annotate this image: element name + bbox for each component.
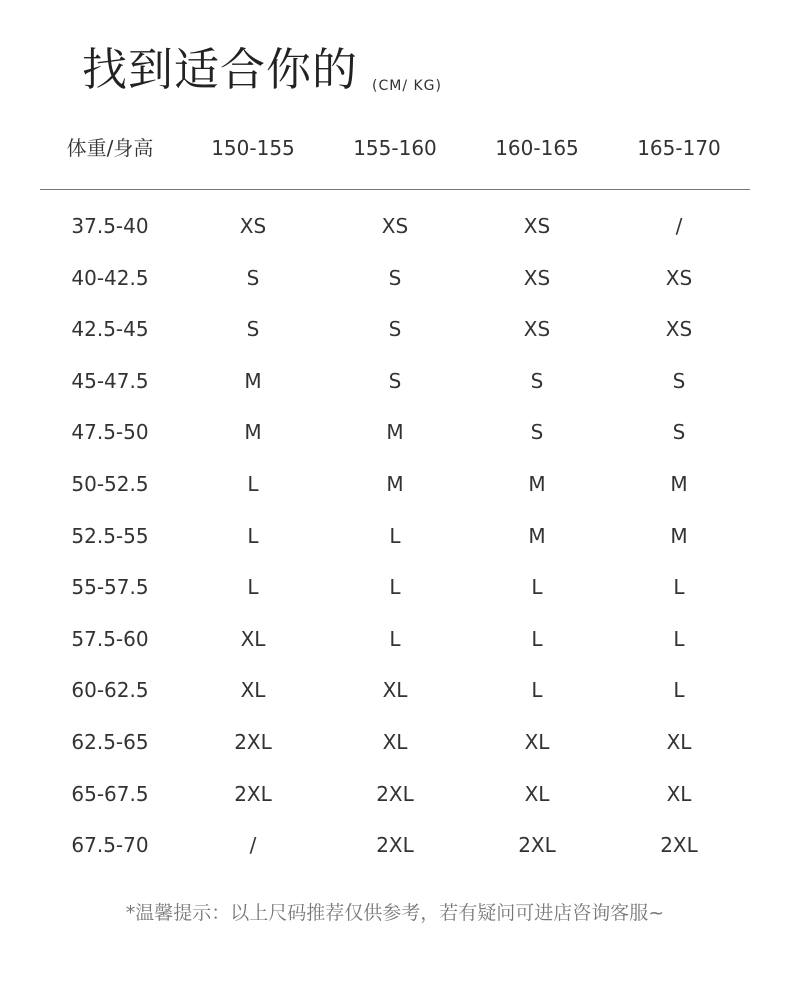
size-cell: XS: [523, 317, 551, 342]
table-row: [40, 670, 750, 722]
size-cell: 2XL: [376, 833, 414, 858]
table-row: [40, 206, 750, 258]
table-row: [40, 361, 750, 413]
size-cell: /: [249, 833, 257, 858]
table-row: [40, 774, 750, 826]
size-cell: M: [528, 471, 546, 496]
table-row: [40, 516, 750, 568]
size-cell: XL: [240, 678, 266, 703]
size-cell: L: [389, 575, 401, 600]
size-cell: M: [528, 523, 546, 548]
table-row: [40, 412, 750, 464]
size-cell: 2XL: [234, 781, 272, 806]
weight-cell: 52.5-55: [71, 523, 149, 548]
header-height-150-155: 150-155: [211, 136, 295, 160]
size-cell: 2XL: [518, 833, 556, 858]
size-cell: 2XL: [376, 781, 414, 806]
table-row: [40, 258, 750, 310]
table-row: [40, 567, 750, 619]
weight-cell: 37.5-40: [71, 214, 149, 238]
header-height-165-170: 165-170: [637, 136, 721, 160]
size-cell: S: [530, 420, 544, 445]
size-cell: S: [530, 368, 544, 393]
size-cell: L: [389, 626, 401, 651]
weight-cell: 45-47.5: [71, 368, 149, 393]
size-cell: M: [670, 523, 688, 548]
header-weight-height: 体重/身高: [66, 136, 154, 160]
size-cell: M: [386, 471, 404, 496]
size-cell: L: [673, 575, 685, 600]
weight-cell: 65-67.5: [71, 781, 149, 806]
unit-label: (CM/ KG): [372, 78, 442, 94]
size-table-body: [40, 206, 750, 877]
size-cell: XS: [665, 317, 693, 342]
weight-cell: 47.5-50: [71, 420, 149, 445]
size-cell: M: [244, 420, 262, 445]
size-cell: S: [388, 317, 402, 342]
weight-cell: 50-52.5: [71, 471, 149, 496]
size-cell: XS: [239, 214, 267, 238]
size-cell: S: [672, 420, 686, 445]
table-row: [40, 309, 750, 361]
weight-cell: 57.5-60: [71, 626, 149, 651]
size-cell: M: [386, 420, 404, 445]
weight-cell: 62.5-65: [71, 729, 149, 754]
page-title: 找到适合你的: [82, 43, 359, 96]
size-cell: XL: [240, 626, 266, 651]
table-row: [40, 722, 750, 774]
table-row: [40, 825, 750, 877]
size-cell: XS: [523, 265, 551, 290]
size-cell: L: [247, 523, 259, 548]
size-cell: L: [389, 523, 401, 548]
weight-cell: 40-42.5: [71, 265, 149, 290]
size-cell: M: [670, 471, 688, 496]
footer-tip: *温馨提示：以上尺码推荐仅供参考，若有疑问可进店咨询客服~: [125, 902, 665, 924]
header-height-155-160: 155-160: [353, 136, 437, 160]
size-cell: M: [244, 368, 262, 393]
weight-cell: 60-62.5: [71, 678, 149, 703]
size-cell: XL: [666, 781, 692, 806]
size-cell: XL: [666, 729, 692, 754]
header-divider: [40, 189, 750, 190]
size-cell: XL: [382, 729, 408, 754]
table-header: [40, 128, 750, 168]
size-cell: 2XL: [234, 729, 272, 754]
size-cell: L: [531, 626, 543, 651]
size-cell: L: [531, 575, 543, 600]
size-cell: S: [672, 368, 686, 393]
weight-cell: 67.5-70: [71, 833, 149, 858]
table-row: [40, 619, 750, 671]
title-block: [82, 40, 442, 100]
size-cell: 2XL: [660, 833, 698, 858]
size-cell: /: [675, 214, 683, 238]
size-cell: L: [673, 678, 685, 703]
weight-cell: 42.5-45: [71, 317, 149, 342]
weight-cell: 55-57.5: [71, 575, 149, 600]
size-cell: XS: [381, 214, 409, 238]
size-cell: XS: [523, 214, 551, 238]
size-cell: L: [247, 471, 259, 496]
size-cell: L: [673, 626, 685, 651]
size-cell: XL: [382, 678, 408, 703]
size-cell: XL: [524, 729, 550, 754]
size-cell: L: [531, 678, 543, 703]
size-cell: S: [388, 368, 402, 393]
size-cell: S: [246, 265, 260, 290]
header-height-160-165: 160-165: [495, 136, 579, 160]
size-cell: XS: [665, 265, 693, 290]
size-cell: L: [247, 575, 259, 600]
size-cell: XL: [524, 781, 550, 806]
table-row: [40, 464, 750, 516]
size-cell: S: [246, 317, 260, 342]
size-cell: S: [388, 265, 402, 290]
